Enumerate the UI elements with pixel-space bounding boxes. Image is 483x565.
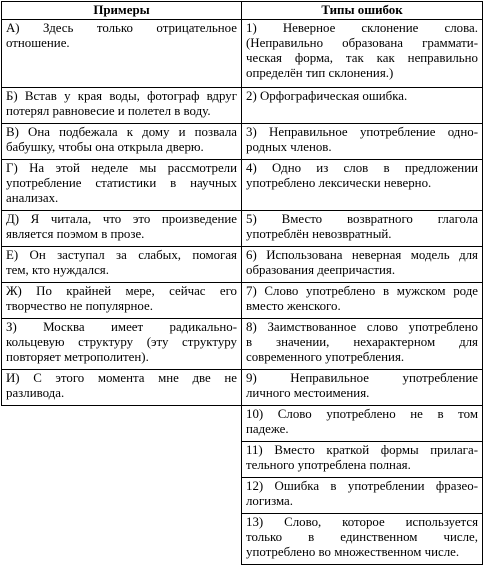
error-type-cell [242, 160, 483, 211]
example-text-line: И) С этого момента мне две не [6, 371, 237, 385]
example-text-line: В) Она подбежала к дому и позвала [6, 125, 237, 139]
error-type-cell [242, 20, 483, 88]
error-type-text-line: 11) Вместо краткой формы прилага- [246, 443, 478, 457]
example-text-line: творчество не популярное. [6, 299, 153, 313]
error-type-text-line: 5) Вместо возвратного глагола [246, 212, 478, 226]
error-type-text-line: ческая форма, так как неправильно [246, 51, 478, 65]
table-row [2, 406, 483, 442]
table-row [2, 247, 483, 283]
example-text-line: Г) На этой неделе мы рассмотрели [6, 161, 237, 175]
table-header-row [2, 2, 483, 20]
example-cell [2, 478, 242, 514]
table-body [2, 20, 483, 565]
error-type-cell [242, 283, 483, 319]
example-text-line: анализах. [6, 191, 59, 205]
error-type-cell [242, 514, 483, 565]
error-type-cell [242, 124, 483, 160]
error-type-text-line: вместо женского. [246, 299, 341, 313]
error-type-text-line: 8) Заимствованное слово употреблено [246, 320, 478, 334]
example-text-line: бабушку, чтобы она открыла дверю. [6, 140, 204, 154]
error-type-cell [242, 247, 483, 283]
example-text-line: отношение. [6, 36, 70, 50]
example-text-line: потерял равновесие и полетел в воду. [6, 104, 211, 118]
error-type-text-line: 12) Ошибка в употреблении фразео- [246, 479, 478, 493]
table-row [2, 370, 483, 406]
example-text-line: тем, кто нуждался. [6, 263, 109, 277]
example-cell [2, 319, 242, 370]
example-cell [2, 124, 242, 160]
error-type-text-line: падеже. [246, 422, 289, 436]
example-text-line: Е) Он заступал за слабых, помогая [6, 248, 237, 262]
error-type-text-line: употреблён невозвратный. [246, 227, 392, 241]
example-cell [2, 442, 242, 478]
error-type-text-line: употреблено лексически неверно. [246, 176, 432, 190]
example-text-line: З) Москва имеет радикально- [6, 320, 237, 334]
error-type-text-line: (Неправильно образована граммати- [246, 36, 478, 50]
error-type-text-line: употреблено во множественном числе. [246, 545, 460, 559]
error-type-text-line: тельного употреблена полная. [246, 458, 411, 472]
table-row [2, 20, 483, 88]
error-type-text-line: 9) Неправильное употребление [246, 371, 478, 385]
example-text-line: Б) Встав у края воды, фотограф вдруг [6, 89, 237, 103]
error-type-text-line: образования деепричастия. [246, 263, 396, 277]
error-type-text-line: 10) Слово употреблено не в том [246, 407, 478, 421]
example-text-line: А) Здесь только отрицательное [6, 21, 237, 35]
example-cell [2, 20, 242, 88]
example-cell [2, 370, 242, 406]
example-text-line: кольцевую структуру (эту структуру [6, 335, 237, 349]
error-type-text-line: в значении, нехарактерном для [246, 335, 478, 349]
error-type-text-line: 13) Слово, которое используется [246, 515, 478, 529]
example-text-line: Ж) По крайней мере, сейчас его [6, 284, 237, 298]
error-type-text-line: личного местоимения. [246, 386, 370, 400]
table-row [2, 514, 483, 565]
example-cell [2, 406, 242, 442]
error-type-cell [242, 442, 483, 478]
example-cell [2, 88, 242, 124]
example-cell [2, 247, 242, 283]
error-type-text-line: только в единственном числе, [246, 530, 478, 544]
error-type-cell [242, 211, 483, 247]
example-cell [2, 283, 242, 319]
error-types-header: Типы ошибок [242, 2, 483, 20]
error-type-text-line: современного употребления. [246, 350, 405, 364]
example-text-line: Д) Я читала, что это произведение [6, 212, 237, 226]
example-cell [2, 160, 242, 211]
example-text-line: разливода. [6, 386, 65, 400]
error-type-text-line: 7) Слово употреблено в мужском роде [246, 284, 478, 298]
error-type-cell [242, 88, 483, 124]
table-row [2, 124, 483, 160]
table-row [2, 478, 483, 514]
error-type-text-line: 3) Неправильное употребление одно- [246, 125, 478, 139]
table-row [2, 319, 483, 370]
table-row [2, 442, 483, 478]
table-row [2, 88, 483, 124]
example-text-line: повторяет метрополитен). [6, 350, 149, 364]
error-type-text-line: 4) Одно из слов в предложении [246, 161, 478, 175]
table-row [2, 283, 483, 319]
error-type-cell [242, 406, 483, 442]
error-type-text-line: 2) Орфографическая ошибка. [246, 89, 408, 103]
example-cell [2, 514, 242, 565]
table-row [2, 211, 483, 247]
table-row [2, 160, 483, 211]
error-type-cell [242, 319, 483, 370]
error-type-text-line: логизма. [246, 494, 293, 508]
example-text-line: употребление статистики в научных [6, 176, 237, 190]
error-type-text-line: 1) Неверное склонение слова. [246, 21, 478, 35]
error-type-cell [242, 478, 483, 514]
errors-matching-table [1, 1, 483, 565]
example-text-line: является поэмом в прозе. [6, 227, 145, 241]
error-type-text-line: 6) Использована неверная модель для [246, 248, 478, 262]
examples-header: Примеры [2, 2, 242, 20]
example-cell [2, 211, 242, 247]
error-type-text-line: определён тип склонения.) [246, 66, 394, 80]
error-type-text-line: родных членов. [246, 140, 332, 154]
error-type-cell [242, 370, 483, 406]
